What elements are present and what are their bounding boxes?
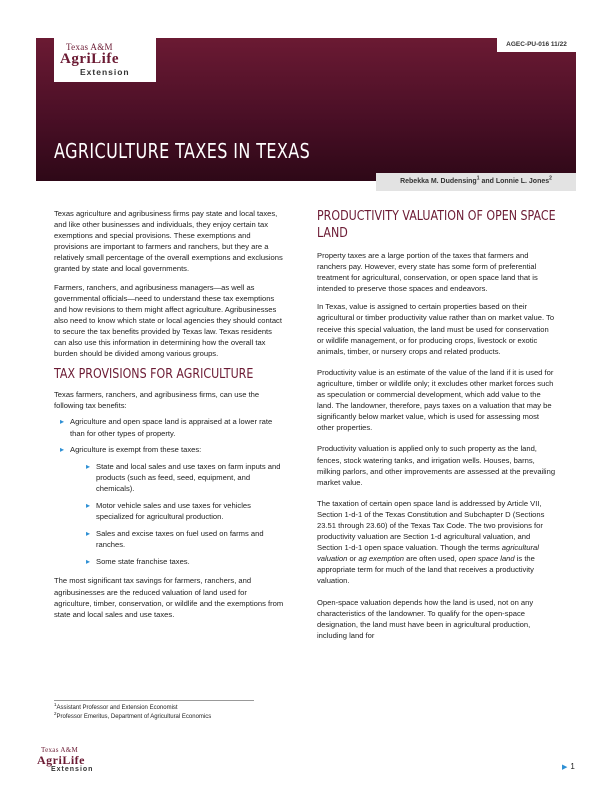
logo-line-2: AgriLife [60,51,119,67]
list-item [54,444,286,568]
footnotes [54,700,254,722]
author-2: Lonnie L. Jones [495,178,550,185]
texas-valuation-paragraph: In Texas, value is assigned to certain properties based on their agricultural or timber productivity value rather than on market value. To receive this special valuation, the land must be used for conservation or wildlife management, or for producing crops, livestock or exotic animals, timber, or nursery crops and related products. [317,302,555,356]
footnote-2-text: Professor Emeritus, Department of Agricultural Economics [56,714,212,720]
productivity-value-paragraph: Productivity value is an estimate of the value of the land if it is used for agriculture, timber or wildlife only; it excludes other market forces such as speculation or commercial development, which add value to the land. The landowner, therefore, pays taxes on a valuation that may be significantly below market value, which is used for assessing most other properties. [317,367,554,433]
footnote-1-sup: 1 [54,702,57,707]
agrilife-logo [54,38,156,82]
logo-line-1: Texas A&M [66,42,113,52]
triangle-right-icon: ▶ [562,764,568,771]
heading-line-2: LAND [317,225,348,241]
page-title: AGRICULTURE TAXES IN TEXAS [54,139,311,163]
sub-list-item: ▸ Sales and excise taxes on fuel used on farms and ranches. [70,528,286,550]
right-column [317,208,556,648]
footnote-1-text: Assistant Professor and Extension Economist [56,705,178,711]
footer-logo-line-1: Texas A&M [41,746,79,754]
footer-logo-line-2: AgriLife [37,753,85,767]
sub-list-item: ▸ Motor vehicle sales and use taxes for vehicles specialized for agricultural production. [70,500,286,522]
footer-logo [37,746,117,780]
tax-savings-paragraph: The most significant tax savings for farmers, ranchers, and agribusinesses are the reduced valuation of land used for agriculture, timber, conservation, or wildlife and the exemptions from state and local sales and use taxes. [54,576,284,619]
sub-list-item: ▸ Some state franchise taxes. [70,556,286,567]
author-1: Rebekka M. Dudensing [400,178,477,185]
open-space-paragraph: Open-space valuation depends how the land is used, not on any characteristics of the landowner. To qualify for the open-space designation, the land must have been in agricultural production, including land for [317,597,534,640]
law-text-b: or [347,554,359,564]
document-code: AGEC-PU-016 11/22 [497,38,576,52]
tax-benefits-list [54,416,286,567]
sub-list-item: ▸ State and local sales and use taxes on farm inputs and products (such as feed, seed, equipment, and chemicals). [70,461,286,494]
intro-paragraph-2: Farmers, ranchers, and agribusiness managers—as well as governmental officials—need to understand these tax exemptions and how revisions to them might affect agriculture. Agribusinesses also need to know which state or local agencies they should contact to secure the tax benefits provided by Texas law. Texas residents can also use this information in determining how the overall tax burden should be divided among various groups. [54,282,282,359]
law-term-2: ag exemption [358,554,404,564]
footnote-2-sup: 2 [54,711,57,716]
list-item: ▸ Agriculture and open space land is appraised at a lower rate than for other types of property. [54,416,286,438]
heading-line-1: PRODUCTIVITY VALUATION OF OPEN SPACE [317,208,556,224]
left-column [54,208,286,627]
law-term-3: open space land [458,554,515,564]
logo-line-3: Extension [80,67,130,77]
intro-paragraph-1: Texas agriculture and agribusiness firms pay state and local taxes, and like other businesses and individuals, they enjoy certain tax exemptions and special provisions. These exemptions and provisions are important to farmers and ranchers, but they are a relatively small percentage of the overall exemptions and exclusions granted by state and local governments. [54,209,283,274]
author-line [376,173,576,191]
author-connector: and [479,178,496,185]
page-number [562,762,575,771]
tax-benefits-intro: Texas farmers, ranchers, and agribusiness firms, can use the following tax benefits: [54,390,260,411]
valuation-scope-paragraph: Productivity valuation is applied only to such property as the land, fences, stock watering tanks, and irrigation wells. Houses, barns, milking parlors, and other improvements are assessed at the prevailing market value. [317,444,556,487]
property-taxes-paragraph: Property taxes are a large portion of the taxes that farmers and ranchers pay. However, every state has some form of preferential treatment for agricultural, conservation, or open space land that is intended to preserve those spaces and endeavors. [317,251,538,294]
taxation-law-paragraph [317,498,556,587]
footnote-1 [54,704,254,713]
page-number-value: 1 [570,762,575,771]
heading-tax-provisions: TAX PROVISIONS FOR AGRICULTURE [54,366,254,383]
footer-logo-line-3: Extension [51,766,94,773]
law-text-c: are often used, [403,554,459,564]
author-1-sup: 1 [476,175,480,182]
law-text-d: is the appropriate term for much of the land that receives a productivity valuation. [317,554,535,586]
list-item-text: Agriculture is exempt from these taxes: [70,444,202,454]
law-term-1: agricultural valuation [317,543,539,564]
footnote-2 [54,713,254,722]
heading-productivity-valuation [317,208,556,242]
exempt-taxes-list [70,461,286,568]
author-2-sup: 2 [549,175,552,182]
law-text-a: The taxation of certain open space land is addressed by Article VII, Section 1-d-1 of the Texas Constitution and Subchapter D (Sections 23.51 through 23.60) of the Texas Tax Code. The two provisions for productivity valuation are Section 1-d agricultural valuation, and Section 1-d-1 open space valuation. Though the terms [317,498,545,553]
